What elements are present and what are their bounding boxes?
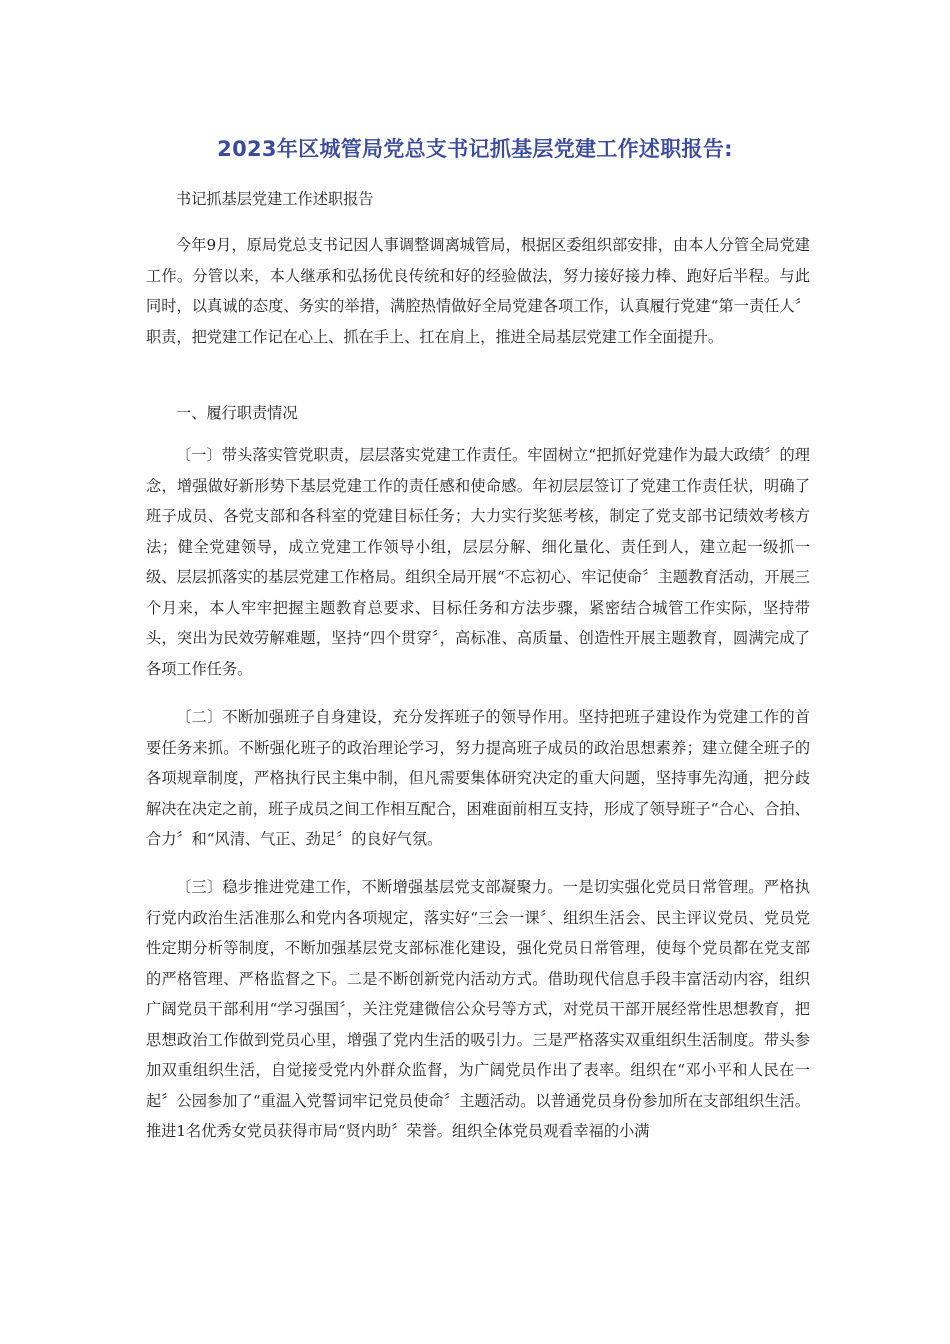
item-1-paragraph: 〔一〕带头落实管党职责，层层落实党建工作责任。牢固树立“把抓好党建作为最大政绩〞的理念，增强做好新形势下基层党建工作的责任感和使命感。年初层层签订了党建工作责任状，明确了班子成员、各党支部和各科室的党建目标任务；大力实行奖惩考核，制定了党支部书记绩效考核方法；健全党建领导，成立党建工作领导小组，层层分解、细化量化、责任到人，建立起一级抓一级、层层抓落实的基层党建工作格局。组织全局开展“不忘初心、牢记使命〞主题教育活动，开展三个月来，本人牢牢把握主题教育总要求、目标任务和方法步骤，紧密结合城管工作实际，坚持带头，突出为民效劳解难题，坚持“四个贯穿〞，高标准、高质量、创造性开展主题教育，圆满完成了各项工作任务。 [146, 446, 810, 678]
section-heading: 一、履行职责情况 [176, 404, 298, 422]
document-subtitle: 书记抓基层党建工作述职报告 [176, 190, 374, 208]
document-title: 2023年区城管局党总支书记抓基层党建工作述职报告: [217, 137, 733, 161]
item-2-paragraph: 〔二〕不断加强班子自身建设，充分发挥班子的领导作用。坚持把班子建设作为党建工作的首要任务来抓。不断强化班子的政治理论学习，努力提高班子成员的政治思想素养；建立健全班子的各项规章制度，严格执行民主集中制，但凡需要集体研究决定的重大问题，坚持事先沟通，把分歧解决在决定之前，班子成员之间工作相互配合，困难面前相互支持，形成了领导班子“合心、合拍、合力〞和“风清、气正、劲足〞的良好气氛。 [146, 708, 810, 848]
item-3-paragraph: 〔三〕稳步推进党建工作，不断增强基层党支部凝聚力。一是切实强化党员日常管理。严格执行党内政治生活准那么和党内各项规定，落实好“三会一课〞、组织生活会、民主评议党员、党员党性定期分析等制度，不断加强基层党支部标准化建设，强化党员日常管理，使每个党员都在党支部的严格管理、严格监督之下。二是不断创新党内活动方式。借助现代信息手段丰富活动内容，组织广阔党员干部利用“学习强国〞，关注党建微信公众号等方式，对党员干部开展经常性思想教育，把思想政治工作做到党员心里，增强了党内生活的吸引力。三是严格落实双重组织生活制度。带头参加双重组织生活，自觉接受党内外群众监督，为广阔党员作出了表率。组织在“邓小平和人民在一起〞公园参加了“重温入党誓词牢记党员使命〞主题活动。以普通党员身份参加所在支部组织生活。推进1名优秀女党员获得市局“贤内助〞荣誉。组织全体党员观看幸福的小满 [146, 878, 810, 1140]
intro-paragraph: 今年9月，原局党总支书记因人事调整调离城管局，根据区委组织部安排，由本人分管全局党建工作。分管以来，本人继承和弘扬优良传统和好的经验做法，努力接好接力棒、跑好后半程。与此同时，以真诚的态度、务实的举措，满腔热情做好全局党建各项工作，认真履行党建“第一责任人〞职责，把党建工作记在心上、抓在手上、扛在肩上，推进全局基层党建工作全面提升。 [146, 236, 810, 346]
